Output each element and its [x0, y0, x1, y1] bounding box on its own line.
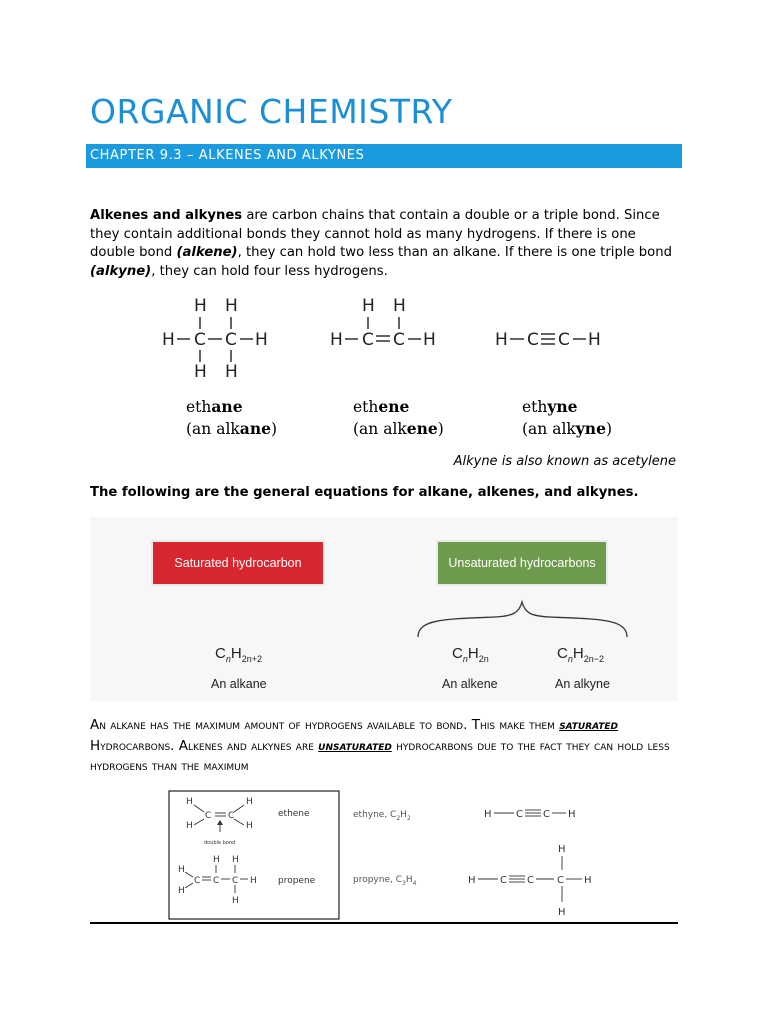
- svg-text:C: C: [194, 330, 206, 350]
- bottom-figure: [168, 790, 598, 920]
- intro-paragraph: [90, 207, 680, 281]
- svg-text:H: H: [484, 809, 492, 820]
- intro-text-3: , they can hold four less hydrogens.: [151, 263, 388, 279]
- svg-text:C: C: [516, 809, 523, 820]
- alkene-term: (alkene): [176, 245, 238, 260]
- ethene-structure: [330, 296, 436, 350]
- svg-text:H: H: [178, 865, 185, 875]
- alkyne-term: (alkyne): [90, 263, 152, 279]
- ethyne-label: ethyne (an alkyne): [522, 397, 612, 438]
- general-equations-panel: [90, 517, 678, 701]
- svg-text:H: H: [362, 296, 375, 316]
- svg-text:C: C: [543, 809, 550, 820]
- curly-brace: [415, 597, 630, 639]
- ethane-structure: [162, 296, 268, 382]
- svg-text:H: H: [558, 844, 566, 855]
- svg-text:H: H: [495, 330, 508, 350]
- alkene-caption: An alkene: [442, 677, 498, 691]
- equations-heading: The following are the general equations for alkane, alkenes, and alkynes.: [90, 485, 639, 500]
- svg-text:H: H: [186, 821, 193, 831]
- bottom-divider: [90, 922, 678, 924]
- svg-text:C: C: [557, 875, 564, 886]
- ethyne-structure: [495, 330, 601, 350]
- svg-text:propene: propene: [278, 876, 316, 886]
- svg-text:H: H: [330, 330, 343, 350]
- svg-text:H: H: [423, 330, 436, 350]
- intro-text-2: , they can hold two less than an alkane. If there is one triple bond: [237, 245, 672, 260]
- svg-text:C: C: [205, 811, 212, 821]
- svg-text:H: H: [186, 797, 193, 807]
- alkane-caption: An alkane: [211, 677, 267, 691]
- svg-text:H: H: [255, 330, 268, 350]
- svg-text:H: H: [194, 296, 207, 316]
- svg-text:C: C: [232, 876, 239, 886]
- alkene-formula: $C_nH_{2n}$: [452, 645, 489, 664]
- svg-text:C: C: [213, 876, 220, 886]
- svg-text:H: H: [584, 875, 592, 886]
- svg-text:double bond: double bond: [204, 840, 236, 846]
- saturation-paragraph: An alkane has the maximum amount of hydrogens available to bond. This make them saturated Hydrocarbons. Alkenes and alkynes are unsaturated hydrocarbons due to the fact they can hold less hydrogens than the maximum: [90, 717, 670, 774]
- saturated-badge: Saturated hydrocarbon: [153, 542, 323, 584]
- svg-text:H: H: [568, 809, 576, 820]
- unsaturated-term: unsaturated: [318, 737, 392, 754]
- svg-text:C: C: [527, 875, 534, 886]
- svg-text:C: C: [228, 811, 235, 821]
- svg-text:C: C: [225, 330, 237, 350]
- svg-text:C: C: [527, 330, 539, 350]
- svg-text:H: H: [194, 362, 207, 382]
- svg-text:H: H: [178, 886, 185, 896]
- ethene-label: ethene (an alkene): [353, 397, 444, 438]
- svg-text:ethene: ethene: [278, 809, 310, 819]
- svg-text:H: H: [588, 330, 601, 350]
- svg-text:H: H: [558, 907, 566, 918]
- svg-text:H: H: [232, 896, 239, 906]
- acetylene-note: Alkyne is also known as acetylene: [453, 454, 676, 469]
- alkyne-caption: An alkyne: [555, 677, 610, 691]
- saturated-term: saturated: [559, 717, 619, 733]
- svg-text:C: C: [393, 330, 405, 350]
- svg-text:H: H: [213, 855, 220, 865]
- svg-text:H: H: [225, 362, 238, 382]
- svg-text:H: H: [246, 821, 253, 831]
- svg-text:H: H: [225, 296, 238, 316]
- intro-bold-lead: Alkenes and alkynes: [90, 208, 243, 223]
- svg-text:H: H: [250, 876, 257, 886]
- ethane-label: ethane (an alkane): [186, 397, 278, 438]
- chapter-bar: CHAPTER 9.3 – ALKENES AND ALKYNES: [86, 144, 682, 168]
- svg-text:H: H: [232, 855, 239, 865]
- svg-text:H: H: [393, 296, 406, 316]
- svg-text:H: H: [246, 797, 253, 807]
- alkyne-formula: $C_nH_{2n-2}$: [557, 645, 604, 664]
- page-title: ORGANIC CHEMISTRY: [90, 92, 453, 131]
- unsaturated-badge: Unsaturated hydrocarbons: [438, 542, 606, 584]
- svg-text:propyne, C3H4: propyne, $C_3H_4$: [353, 875, 417, 887]
- svg-text:C: C: [500, 875, 507, 886]
- svg-text:H: H: [468, 875, 476, 886]
- alkane-formula: $C_nH_{2n+2}$: [215, 645, 262, 664]
- svg-text:C: C: [194, 876, 201, 886]
- svg-text:H: H: [162, 330, 175, 350]
- svg-text:C: C: [558, 330, 570, 350]
- svg-text:C: C: [362, 330, 374, 350]
- bottom-figure-svg: [168, 790, 598, 920]
- structural-formulas: [150, 292, 620, 387]
- svg-text:ethyne, C2H2: ethyne, $C_2H_2$: [353, 810, 411, 822]
- intro-text-1: are carbon chains that contain a double or a triple bond. Since they contain additional bonds they cannot hold as many hydrogens. If there is one double bond: [90, 208, 660, 260]
